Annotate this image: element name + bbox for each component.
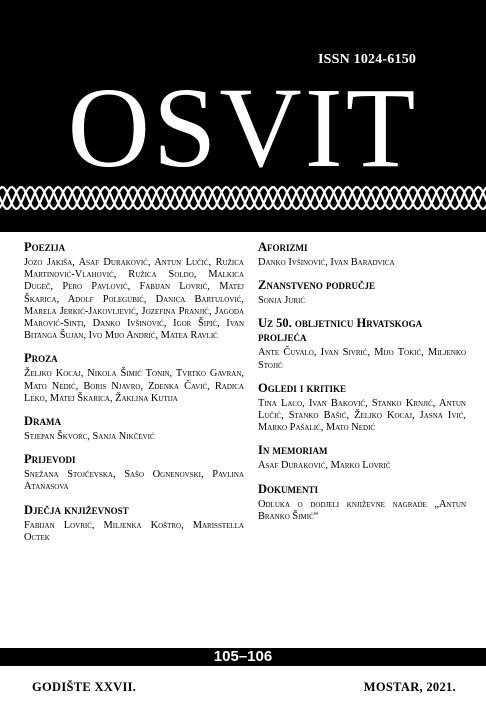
contents-right-column	[258, 240, 466, 532]
place-year-label: MOSTAR, 2021.	[363, 680, 456, 694]
section-authors: Fabijan Lovrić, Miljenka Koštro, Marisstella Octek	[24, 519, 244, 543]
section-title: Drama	[24, 414, 62, 429]
section-znanstveno-podrucje	[258, 278, 466, 307]
section-prijevodi	[24, 452, 244, 493]
issue-number-bar	[0, 648, 486, 666]
section-title: Ogledi i kritike	[258, 380, 346, 395]
section-ogledi-i-kritike	[258, 381, 466, 435]
section-hrvatsko-proljece	[258, 316, 466, 371]
section-authors: Odluka o dodjeli književne nagrade „Antun Branko Šimić“	[258, 498, 466, 522]
section-authors: Ante Čuvalo, Ivan Sivrić, Mijo Tokić, Miljenko Stojić	[258, 347, 466, 371]
volume-label: GODIŠTE XXVII.	[32, 680, 137, 694]
section-title: Aforizmi	[258, 240, 308, 254]
section-title: Proza	[24, 351, 58, 366]
section-title: Dječja književnost	[24, 502, 129, 517]
section-poezija	[24, 240, 244, 342]
section-authors: Sonja Jurić	[258, 295, 306, 307]
section-title: Poezija	[24, 240, 66, 254]
section-djecja-knjizevnost	[24, 503, 244, 544]
section-authors: Snežana Stojčevska, Sašo Ognenovski, Pavlina Atanasova	[24, 469, 244, 493]
issn-label: ISSN 1024-6150	[318, 52, 417, 67]
section-authors: Asaf Duraković, Marko Lovrić	[258, 460, 391, 472]
section-title: Prijevodi	[24, 452, 76, 467]
section-authors: Tina Laco, Ivan Baković, Stanko Krnjić, Antun Lučić, Stanko Bašić, Željko Kocaj, Jasna Ivić, Marko Pašalić, Mato Nedić	[258, 397, 466, 434]
section-title: Dokumenti	[258, 481, 319, 496]
section-title: Znanstveno područje	[258, 278, 375, 293]
cover-header	[0, 0, 486, 232]
section-authors: Stjepan Škvorc, Sanja Nikčević	[24, 431, 155, 443]
section-drama	[24, 414, 244, 443]
section-dokumenti	[258, 482, 466, 523]
section-title: Uz 50. obljetnicu Hrvatskoga proljeća	[258, 316, 423, 345]
section-in-memoriam	[258, 443, 466, 472]
contents-left-column	[24, 240, 244, 553]
section-aforizmi	[258, 240, 466, 269]
issue-number: 105–106	[213, 648, 273, 665]
braid-ornament	[0, 178, 486, 218]
section-authors: Jozo Jakiša, Asaf Duraković, Antun Lučić, Ružica Martinović-Vlahović, Ružica Soldo, Malkica Dugeč, Pero Pavlović, Fabijan Lovrić, Matej Škarica, Adolf Polegubić, Danica Bartulović, Marela Jerkić-Jakovljević, Jozefina Pranjić, Jagoda Marović-Sinti, Danko Ivšinović, Igor Šipić, Ivan Bitanga Šujan, Ivo Mijo Andrić, Matea Ravlić	[24, 257, 244, 342]
section-title: In memoriam	[258, 443, 328, 458]
section-authors: Željko Kocaj, Nikola Šimić Tonin, Tvrtko Gavran, Mato Nedić, Boris Njavro, Zdenka Čavić, Radica Leko, Matej Škarica, Žaklina Kutija	[24, 368, 244, 404]
journal-title: OSVIT	[67, 64, 419, 191]
section-authors: Danko Ivšinović, Ivan Baradvica	[258, 257, 395, 268]
section-proza	[24, 351, 244, 405]
